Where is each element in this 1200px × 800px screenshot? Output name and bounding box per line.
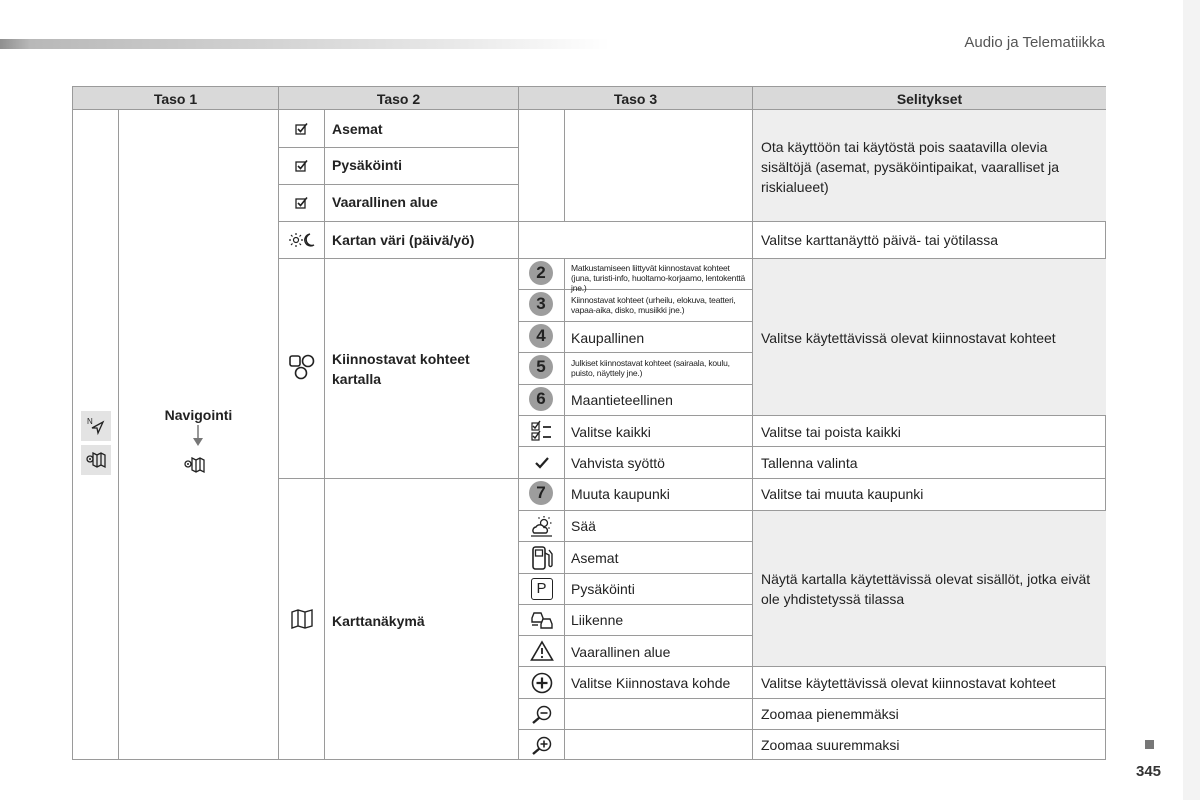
select-all-icon: [519, 416, 564, 446]
checkmark-icon: [519, 447, 564, 478]
header-selitykset: Selitykset: [753, 87, 1106, 110]
parking-icon: [519, 574, 564, 604]
poi-row-3-text[interactable]: Kiinnostavat kohteet (urheilu, elokuva, teatteri, vapaa-aika, disko, musiikki jne.): [571, 295, 736, 315]
map-settings-icon-2: [180, 453, 210, 475]
traffic-text[interactable]: Liikenne: [571, 612, 624, 628]
navigointi-label: Navigointi: [164, 407, 233, 423]
poi-number-3: 3: [529, 292, 553, 316]
select-poi-description: Valitse käytettävissä olevat kiinnostavat kohteet: [761, 675, 1056, 691]
header-taso3: Taso 3: [519, 87, 752, 110]
layer-pysakointi[interactable]: Pysäköinti: [332, 157, 403, 173]
change-city-description: Valitse tai muuta kaupunki: [761, 486, 924, 502]
checkbox-icon: [279, 110, 324, 147]
svg-text:N: N: [87, 417, 93, 426]
map-view-label[interactable]: Karttanäkymä: [332, 613, 425, 629]
fuel-station-icon: [519, 542, 564, 573]
poi-description: Valitse käytettävissä olevat kiinnostavat kohteet: [761, 330, 1056, 346]
poi-row-4-text[interactable]: Kaupallinen: [571, 330, 645, 346]
header-taso1: Taso 1: [73, 87, 278, 110]
top-decor-bar: [0, 39, 610, 49]
poi-icon: [279, 347, 324, 387]
parking-text[interactable]: Pysäköinti: [571, 581, 635, 597]
menu-table: [72, 86, 1106, 760]
checkbox-icon: [279, 184, 324, 221]
layer-vaarallinen[interactable]: Vaarallinen alue: [332, 194, 438, 210]
stations-text[interactable]: Asemat: [571, 550, 619, 566]
map-view-icon: [279, 603, 324, 635]
poi-row-5-text[interactable]: Julkiset kiinnostavat kohteet (sairaala, koulu, puisto, näyttely jne.): [571, 358, 730, 378]
zoom-in-description: Zoomaa suuremmaksi: [761, 737, 900, 753]
select-poi-text[interactable]: Valitse Kiinnostava kohde: [571, 675, 731, 691]
map-color-label[interactable]: Kartan väri (päivä/yö): [332, 232, 475, 248]
section-title: Audio ja Telematiikka: [964, 34, 1105, 51]
warning-icon: [519, 636, 564, 666]
page-marker: [1145, 740, 1154, 749]
zoom-in-icon: [519, 730, 564, 759]
select-all-text[interactable]: Valitse kaikki: [571, 424, 651, 440]
layers-description: Ota käyttöön tai käytöstä pois saatavilla olevia sisältöjä (asemat, pysäköintipaikat, vaaralliset ja riskialueet): [761, 139, 1060, 195]
poi-number-2: 2: [529, 261, 553, 285]
poi-label[interactable]: Kiinnostavat kohteet kartalla: [332, 351, 470, 387]
checkbox-icon: [279, 147, 324, 184]
confirm-text[interactable]: Vahvista syöttö: [571, 455, 665, 471]
add-poi-icon: [519, 667, 564, 698]
traffic-icon: [519, 605, 564, 635]
poi-number-5: 5: [529, 355, 553, 379]
poi-number-6: 6: [529, 387, 553, 411]
header-taso2: Taso 2: [279, 87, 518, 110]
zoom-out-icon: [519, 699, 564, 729]
city-number-7: 7: [529, 481, 553, 505]
weather-text[interactable]: Sää: [571, 518, 596, 534]
parking-symbol: P: [531, 578, 553, 600]
day-night-icon: [279, 221, 324, 258]
confirm-description: Tallenna valinta: [761, 455, 858, 471]
layer-asemat[interactable]: Asemat: [332, 121, 383, 137]
page-edge-band: [1183, 0, 1200, 800]
navigation-icon: [81, 411, 111, 441]
page-number: 345: [1136, 763, 1162, 780]
poi-number-4: 4: [529, 324, 553, 348]
danger-zone-text[interactable]: Vaarallinen alue: [571, 644, 671, 660]
select-all-description: Valitse tai poista kaikki: [761, 424, 901, 440]
poi-row-2-text[interactable]: Matkustamiseen liittyvät kiinnostavat kohteet (juna, turisti-info, huoltamo-korjaamo, lentokenttä jne.): [571, 263, 746, 293]
map-color-description: Valitse karttanäyttö päivä- tai yötilassa: [761, 232, 999, 248]
map-settings-icon: [81, 445, 111, 475]
poi-row-6-text[interactable]: Maantieteellinen: [571, 392, 673, 408]
change-city-text[interactable]: Muuta kaupunki: [571, 486, 670, 502]
zoom-out-description: Zoomaa pienemmäksi: [761, 706, 899, 722]
arrow-down-icon: [188, 425, 208, 447]
weather-icon: [519, 511, 564, 541]
show-description: Näytä kartalla käytettävissä olevat sisällöt, jotka eivät ole yhdistetyssä tilassa: [761, 571, 1091, 607]
